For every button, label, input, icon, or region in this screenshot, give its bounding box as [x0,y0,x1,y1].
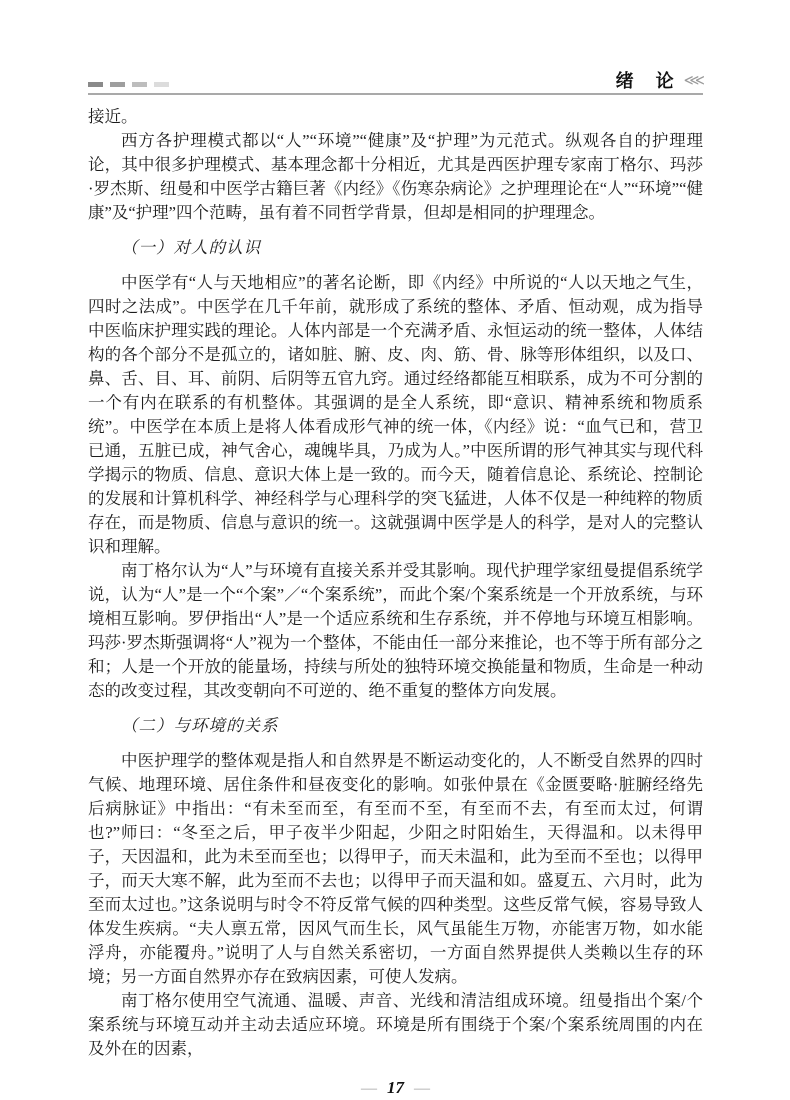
page-number: 17 [387,1078,404,1097]
decor-square-icon [154,82,169,87]
page-footer [88,1078,703,1099]
chevron-triple-left-icon: ⋘ [683,73,703,89]
running-head [616,72,703,90]
section-heading-2: （二）与环境的关系 [121,716,279,735]
page-number-dash-right: — [414,1080,430,1097]
paragraph-person-2: 南丁格尔认为“人”与环境有直接关系并受其影响。现代护理学家纽曼提倡系统学说，认为“人”是一个“个案”／“个案系统”，而此个案/个案系统是一个开放系统，与环境相互影响。罗伊指出“人”是一个适应系统和生存系统，并不停地与环境互相影响。玛莎·罗杰斯强调将“人”视为一个整体，不能由任一部分来推论，也不等于所有部分之和；人是一个开放的能量场，持续与所处的独特环境交换能量和物质，生命是一种动态的改变过程，其改变朝向不可逆的、绝不重复的整体方向发展。 [88,561,703,700]
decor-square-icon [110,82,125,87]
decor-square-icon [132,82,147,87]
paragraph-env-1: 中医护理学的整体观是指人和自然界是不断运动变化的，人不断受自然界的四时气候、地理环境、居住条件和昼夜变化的影响。如张仲景在《金匮要略·脏腑经络先后病脉证》中指出：“有未至而至，有至而不至，有至而不去，有至而太过，何谓也?”师曰：“冬至之后，甲子夜半少阳起，少阳之时阳始生，天得温和。以未得甲子，天因温和，此为未至而至也；以得甲子，而天未温和，此为至而不至也；以得甲子，而天大寒不解，此为至而不去也；以得甲子而天温和如。盛夏五、六月时，此为至而太过也。”这条说明与时令不符反常气候的四种类型。这些反常气候，容易导致人体发生疾病。“夫人禀五常，因风气而生长，风气虽能生万物，亦能害万物，如水能浮舟，亦能覆舟。”说明了人与自然关系密切，一方面自然界提供人类赖以生存的环境；另一方面自然界亦存在致病因素，可使人发病。 [88,751,703,986]
decor-square-icon [88,82,103,87]
paragraph-env-2: 南丁格尔使用空气流通、温暖、声音、光线和清洁组成环境。纽曼指出个案/个案系统与环境互动并主动去适应环境。环境是所有围绕于个案/个案系统周围的内在及外在的因素， [88,991,703,1058]
header-decor-squares [88,82,169,90]
paragraph-continuation: 接近。 [88,107,138,126]
chapter-title: 绪 论 [615,71,676,91]
page-body [88,105,703,1061]
paragraph-intro: 西方各护理模式都以“人”“环境”“健康”及“护理”为元范式。纵观各自的护理理论，其中很多护理模式、基本理念都十分相近，尤其是西医护理专家南丁格尔、玛莎·罗杰斯、纽曼和中医学古籍巨著《内经》《伤寒杂病论》之护理理论在“人”“环境”“健康”及“护理”四个范畴，虽有着不同哲学背景，但却是相同的护理理念。 [88,131,703,222]
paragraph-person-1: 中医学有“人与天地相应”的著名论断，即《内经》中所说的“人以天地之气生，四时之法成”。中医学在几千年前，就形成了系统的整体、矛盾、恒动观，成为指导中医临床护理实践的理论。人体内部是一个充满矛盾、永恒运动的统一整体，人体结构的各个部分不是孤立的，诸如脏、腑、皮、肉、筋、骨、脉等形体组织，以及口、鼻、舌、目、耳、前阴、后阴等五官九窍。通过经络都能互相联系，成为不可分割的一个有内在联系的有机整体。其强调的是全人系统，即“意识、精神系统和物质系统”。中医学在本质上是将人体看成形气神的统一体，《内经》说：“血气已和，营卫已通，五脏已成，神气舍心，魂魄毕具，乃成为人。”中医所谓的形气神其实与现代科学揭示的物质、信息、意识大体上是一致的。而今天，随着信息论、系统论、控制论的发展和计算机科学、神经科学与心理科学的突飞猛进，人体不仅是一种纯粹的物质存在，而是物质、信息与意识的统一。这就强调中医学是人的科学，是对人的完整认识和理解。 [88,273,703,556]
page-number-dash-left: — [361,1080,377,1097]
section-heading-1: （一）对人的认识 [121,238,261,257]
page-header [88,0,703,95]
